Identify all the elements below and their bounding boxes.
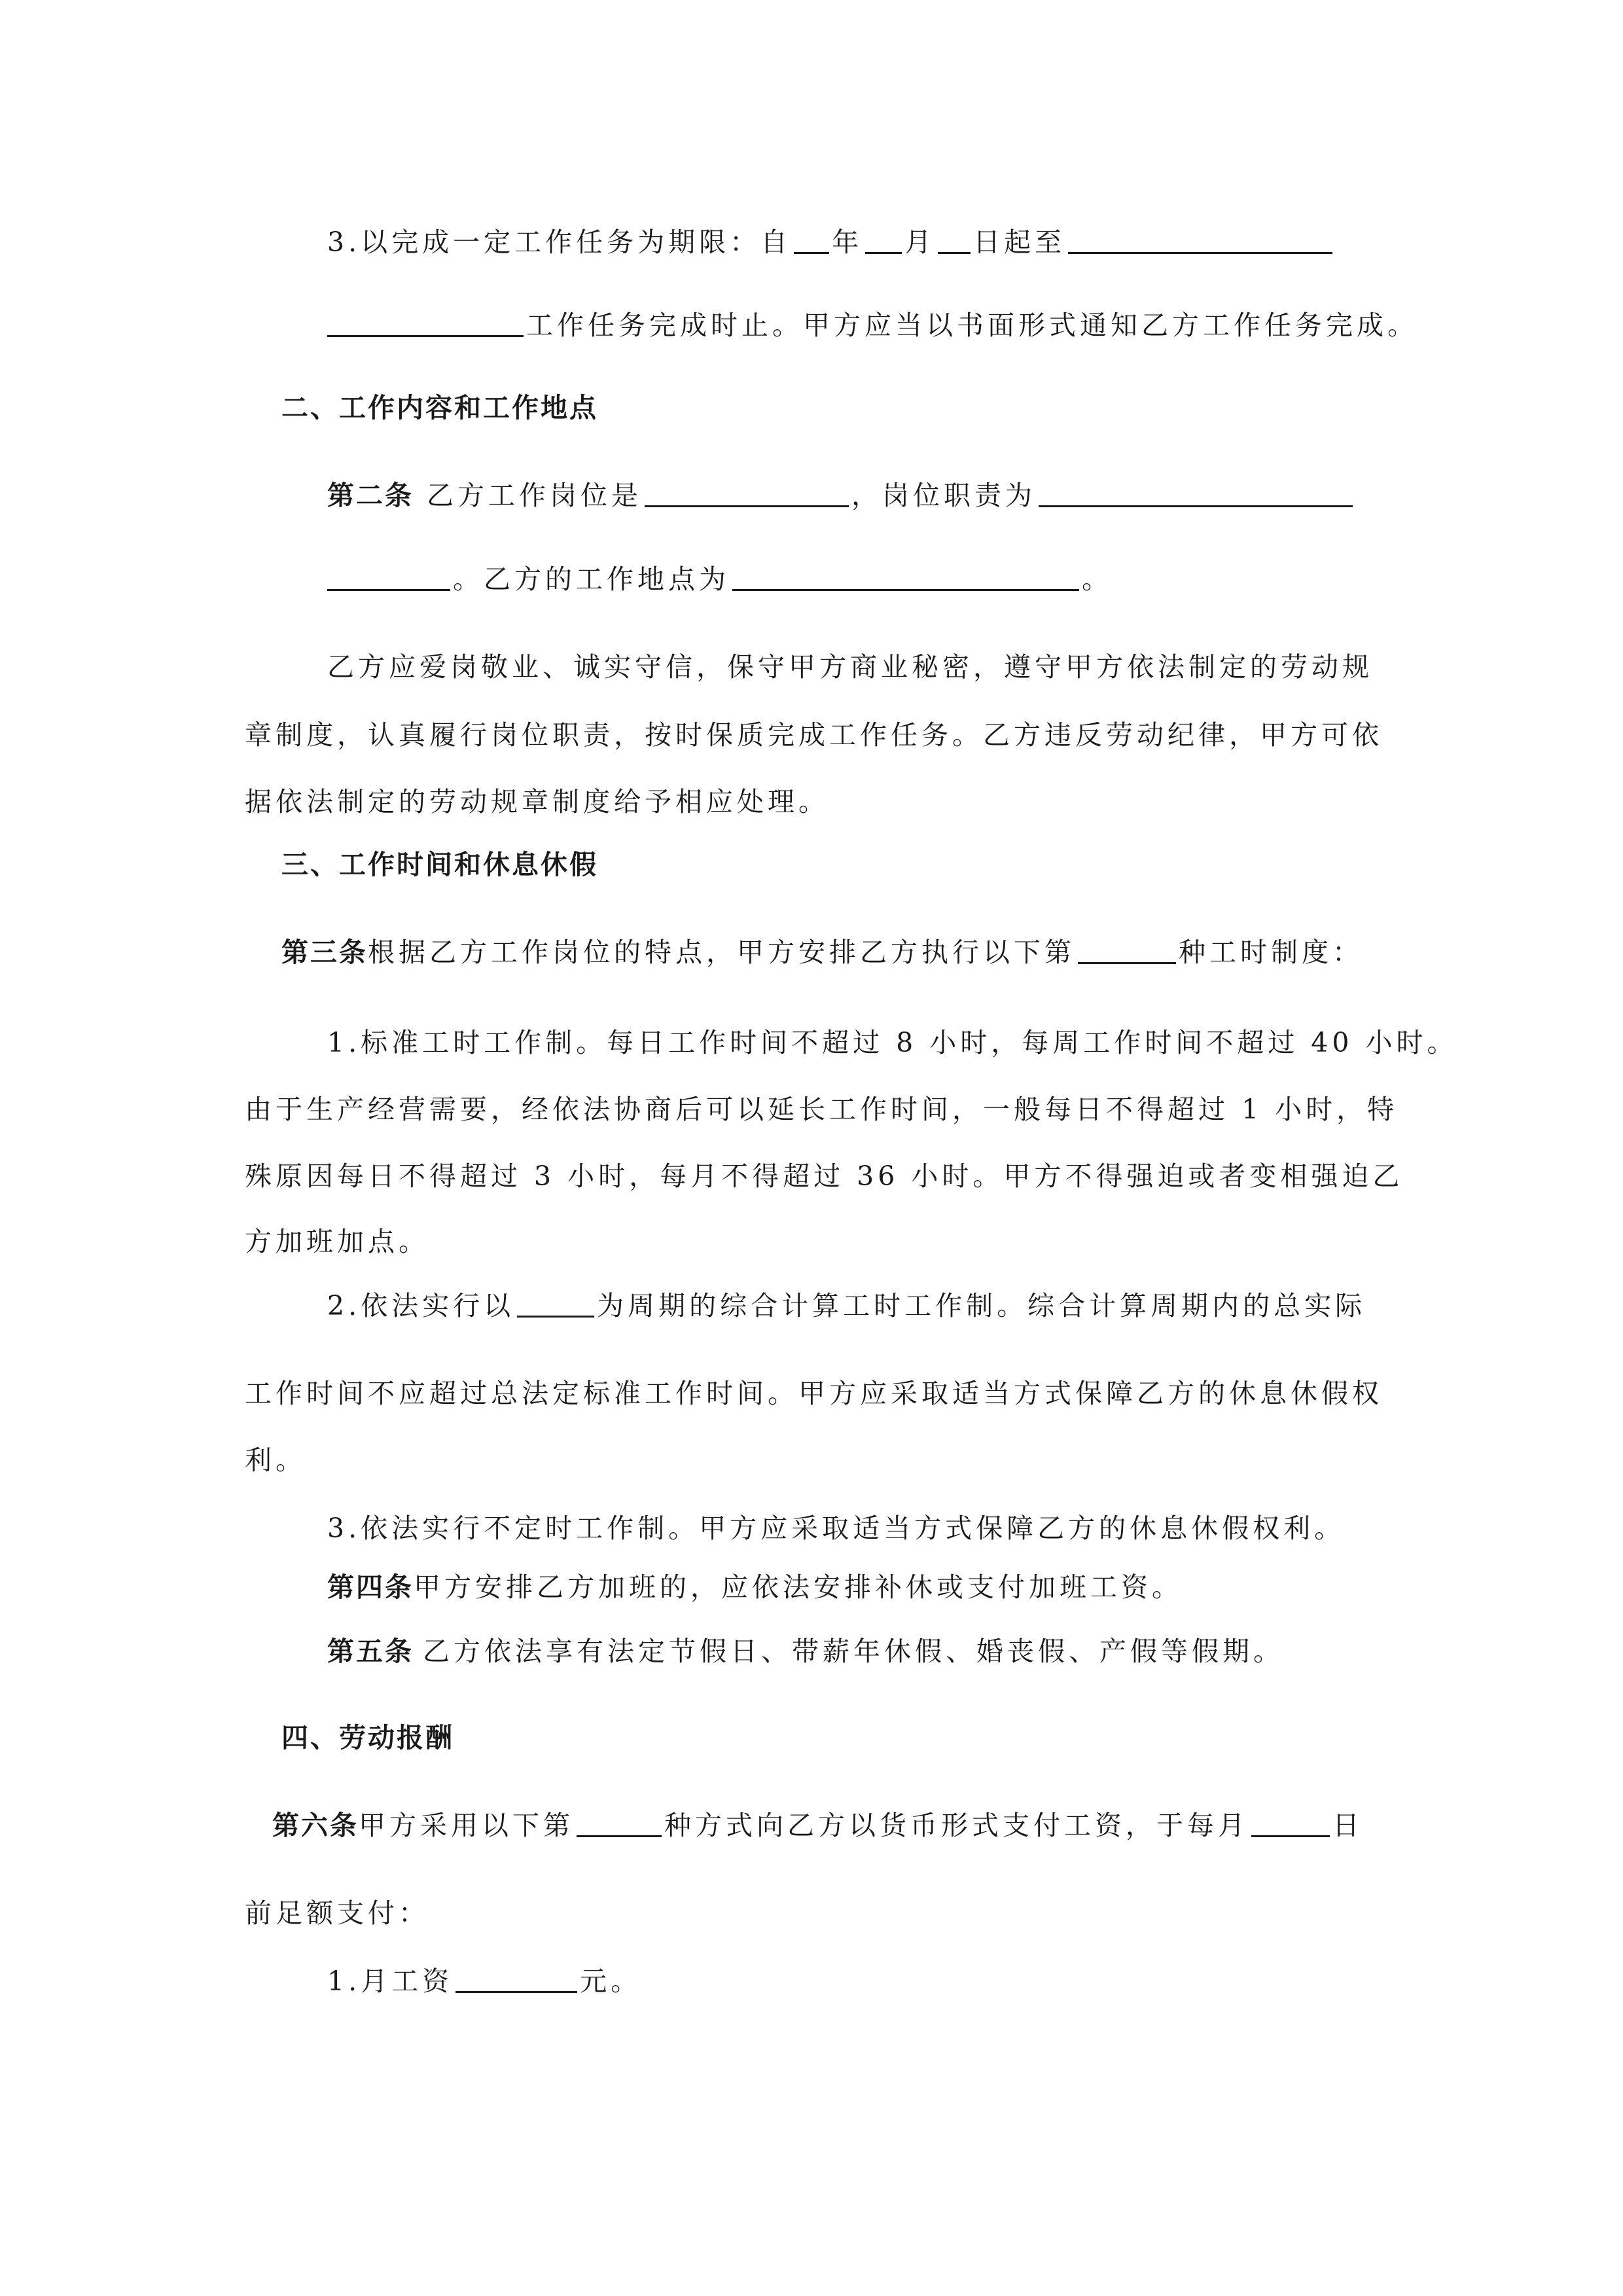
article-6-line-2: 前足额支付： — [245, 1897, 429, 1929]
blank-job-duties[interactable] — [1039, 478, 1353, 507]
article-6-label: 第六条 — [272, 1810, 359, 1841]
article-2-line-1: 第二条 乙方工作岗位是 ，岗位职责为 — [327, 478, 1355, 512]
item-comprehensive-hours-line-2: 工作时间不应超过总法定标准工作时间。甲方应采取适当方式保障乙方的休息休假权 — [245, 1378, 1383, 1409]
article-6-line-1: 第六条甲方采用以下第 种方式向乙方以货币形式支付工资，于每月 日 — [272, 1808, 1363, 1842]
blank-start-year[interactable] — [794, 224, 829, 254]
term-clause-line-2: 工作任务完成时止。甲方应当以书面形式通知乙方工作任务完成。 — [327, 308, 1418, 342]
item-monthly-wage: 1.月工资 元。 — [327, 1964, 641, 1998]
article-2-label: 第二条 — [327, 480, 414, 511]
article-3-label: 第三条 — [281, 937, 368, 968]
article-5-line: 第五条 乙方依法享有法定节假日、带薪年休假、婚丧假、产假等假期。 — [327, 1636, 1284, 1667]
blank-work-location[interactable] — [732, 562, 1079, 591]
item-comprehensive-hours-line-1: 2.依法实行以 为周期的综合计算工时工作制。综合计算周期内的总实际 — [327, 1288, 1366, 1322]
blank-cycle-period[interactable] — [517, 1288, 594, 1318]
item-flexible-hours: 3.依法实行不定时工作制。甲方应采取适当方式保障乙方的休息休假权利。 — [327, 1513, 1346, 1544]
blank-start-month[interactable] — [865, 224, 902, 254]
blank-pay-day[interactable] — [1251, 1808, 1330, 1837]
article-3-line: 第三条根据乙方工作岗位的特点，甲方安排乙方执行以下第 种工时制度： — [281, 935, 1363, 969]
article-5-label: 第五条 — [327, 1636, 414, 1667]
blank-start-day[interactable] — [938, 224, 971, 254]
item-standard-hours-line-1: 1.标准工时工作制。每日工作时间不超过 8 小时，每周工作时间不超过 40 小时。 — [327, 1027, 1458, 1058]
blank-job-duties-cont[interactable] — [327, 562, 450, 591]
paragraph-duty-line-2: 章制度，认真履行岗位职责，按时保质完成工作任务。乙方违反劳动纪律，甲方可依 — [245, 719, 1383, 751]
section-heading-work-hours: 三、工作时间和休息休假 — [281, 849, 598, 880]
blank-hours-system-choice[interactable] — [1078, 935, 1176, 964]
blank-payment-method-choice[interactable] — [577, 1808, 662, 1837]
section-heading-remuneration: 四、劳动报酬 — [281, 1722, 454, 1753]
article-4-label: 第四条 — [327, 1571, 414, 1603]
blank-job-position[interactable] — [645, 478, 849, 507]
blank-task-name[interactable] — [327, 308, 524, 337]
article-2-line-2: 。乙方的工作地点为 。 — [327, 562, 1113, 596]
item-standard-hours-line-2: 由于生产经营需要，经依法协商后可以延长工作时间，一般每日不得超过 1 小时，特 — [245, 1094, 1399, 1125]
item-standard-hours-line-3: 殊原因每日不得超过 3 小时，每月不得超过 36 小时。甲方不得强迫或者变相强迫乙 — [245, 1160, 1404, 1192]
paragraph-duty-line-1: 乙方应爱岗敬业、诚实守信，保守甲方商业秘密，遵守甲方依法制定的劳动规 — [327, 651, 1373, 683]
blank-monthly-wage-amount[interactable] — [455, 1964, 577, 1993]
section-heading-work-content: 二、工作内容和工作地点 — [281, 392, 598, 423]
paragraph-duty-line-3: 据依法制定的劳动规章制度给予相应处理。 — [245, 786, 829, 817]
term-clause-line-1: 3.以完成一定工作任务为期限：自 年 月 日起至 — [327, 224, 1335, 259]
item-comprehensive-hours-line-3: 利。 — [245, 1444, 306, 1476]
blank-task-end[interactable] — [1068, 224, 1332, 254]
item-standard-hours-line-4: 方加班加点。 — [245, 1226, 429, 1257]
article-4-line: 第四条甲方安排乙方加班的，应依法安排补休或支付加班工资。 — [327, 1571, 1183, 1603]
